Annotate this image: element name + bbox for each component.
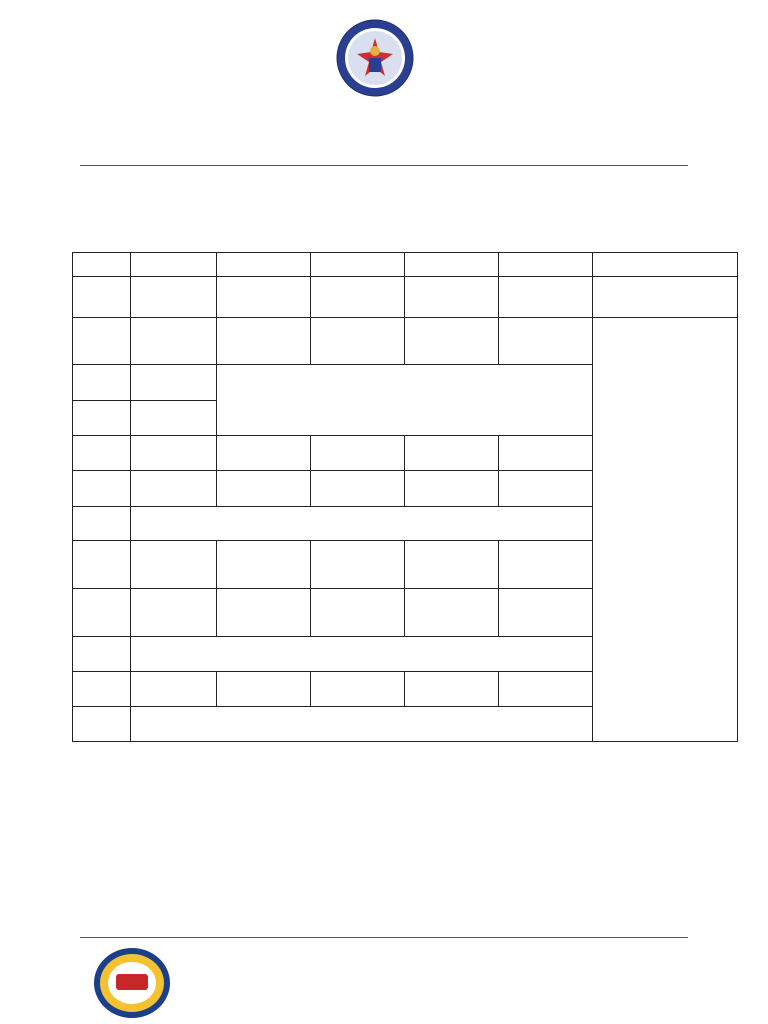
time-cell — [73, 637, 131, 672]
schedule-cell-wed — [311, 589, 405, 637]
schedule-cell-thu — [405, 436, 499, 471]
schedule-cell-fri — [499, 436, 593, 471]
schedule-cell-tue — [217, 672, 311, 707]
schedule-cell-mon — [131, 365, 217, 401]
time-cell — [73, 318, 131, 365]
schedule-cell-tue — [217, 471, 311, 507]
schedule-cell-tue — [217, 589, 311, 637]
table-header-row — [73, 253, 738, 277]
time-cell — [73, 541, 131, 589]
schedule-cell-thu — [405, 471, 499, 507]
deped-seal-logo — [335, 18, 415, 98]
col-header-tuesday — [217, 253, 311, 277]
room-cell — [593, 318, 738, 742]
col-header-thursday — [405, 253, 499, 277]
schedule-cell-thu — [405, 318, 499, 365]
schedule-cell-tue — [217, 541, 311, 589]
schedule-cell-thu — [405, 589, 499, 637]
col-header-monday — [131, 253, 217, 277]
class-schedule-table — [72, 252, 738, 742]
schedule-cell-thu — [405, 672, 499, 707]
schedule-cell-thu — [405, 277, 499, 318]
room-cell-top — [593, 277, 738, 318]
col-header-time — [73, 253, 131, 277]
schedule-cell-wed — [311, 436, 405, 471]
schedule-cell-wed — [311, 541, 405, 589]
time-cell — [73, 365, 131, 401]
col-header-wednesday — [311, 253, 405, 277]
school-logo — [92, 946, 172, 1020]
time-cell — [73, 707, 131, 742]
schedule-cell-mon — [131, 589, 217, 637]
merged-break-cell — [131, 507, 593, 541]
time-cell — [73, 589, 131, 637]
schedule-cell-wed — [311, 277, 405, 318]
schedule-cell-fri — [499, 318, 593, 365]
merged-break-cell — [217, 365, 593, 436]
schedule-cell-fri — [499, 672, 593, 707]
schedule-cell-wed — [311, 672, 405, 707]
schedule-cell-mon — [131, 277, 217, 318]
schedule-cell-mon — [131, 541, 217, 589]
schedule-cell-tue — [217, 277, 311, 318]
schedule-cell-tue — [217, 318, 311, 365]
schedule-cell-mon — [131, 436, 217, 471]
schedule-cell-mon — [131, 401, 217, 436]
schedule-cell-tue — [217, 436, 311, 471]
merged-break-cell — [131, 637, 593, 672]
time-cell — [73, 277, 131, 318]
time-cell — [73, 401, 131, 436]
schedule-cell-thu — [405, 541, 499, 589]
merged-break-cell — [131, 707, 593, 742]
header-divider — [80, 165, 688, 166]
schedule-cell-mon — [131, 672, 217, 707]
schedule-cell-fri — [499, 589, 593, 637]
time-cell — [73, 436, 131, 471]
schedule-cell-fri — [499, 277, 593, 318]
time-cell — [73, 507, 131, 541]
table-row — [73, 318, 738, 365]
schedule-cell-mon — [131, 318, 217, 365]
schedule-cell-mon — [131, 471, 217, 507]
schedule-cell-wed — [311, 318, 405, 365]
time-cell — [73, 471, 131, 507]
table-row — [73, 277, 738, 318]
schedule-cell-fri — [499, 541, 593, 589]
schedule-cell-wed — [311, 471, 405, 507]
col-header-friday — [499, 253, 593, 277]
col-header-room — [593, 253, 738, 277]
time-cell — [73, 672, 131, 707]
schedule-cell-fri — [499, 471, 593, 507]
footer-divider — [80, 937, 688, 938]
